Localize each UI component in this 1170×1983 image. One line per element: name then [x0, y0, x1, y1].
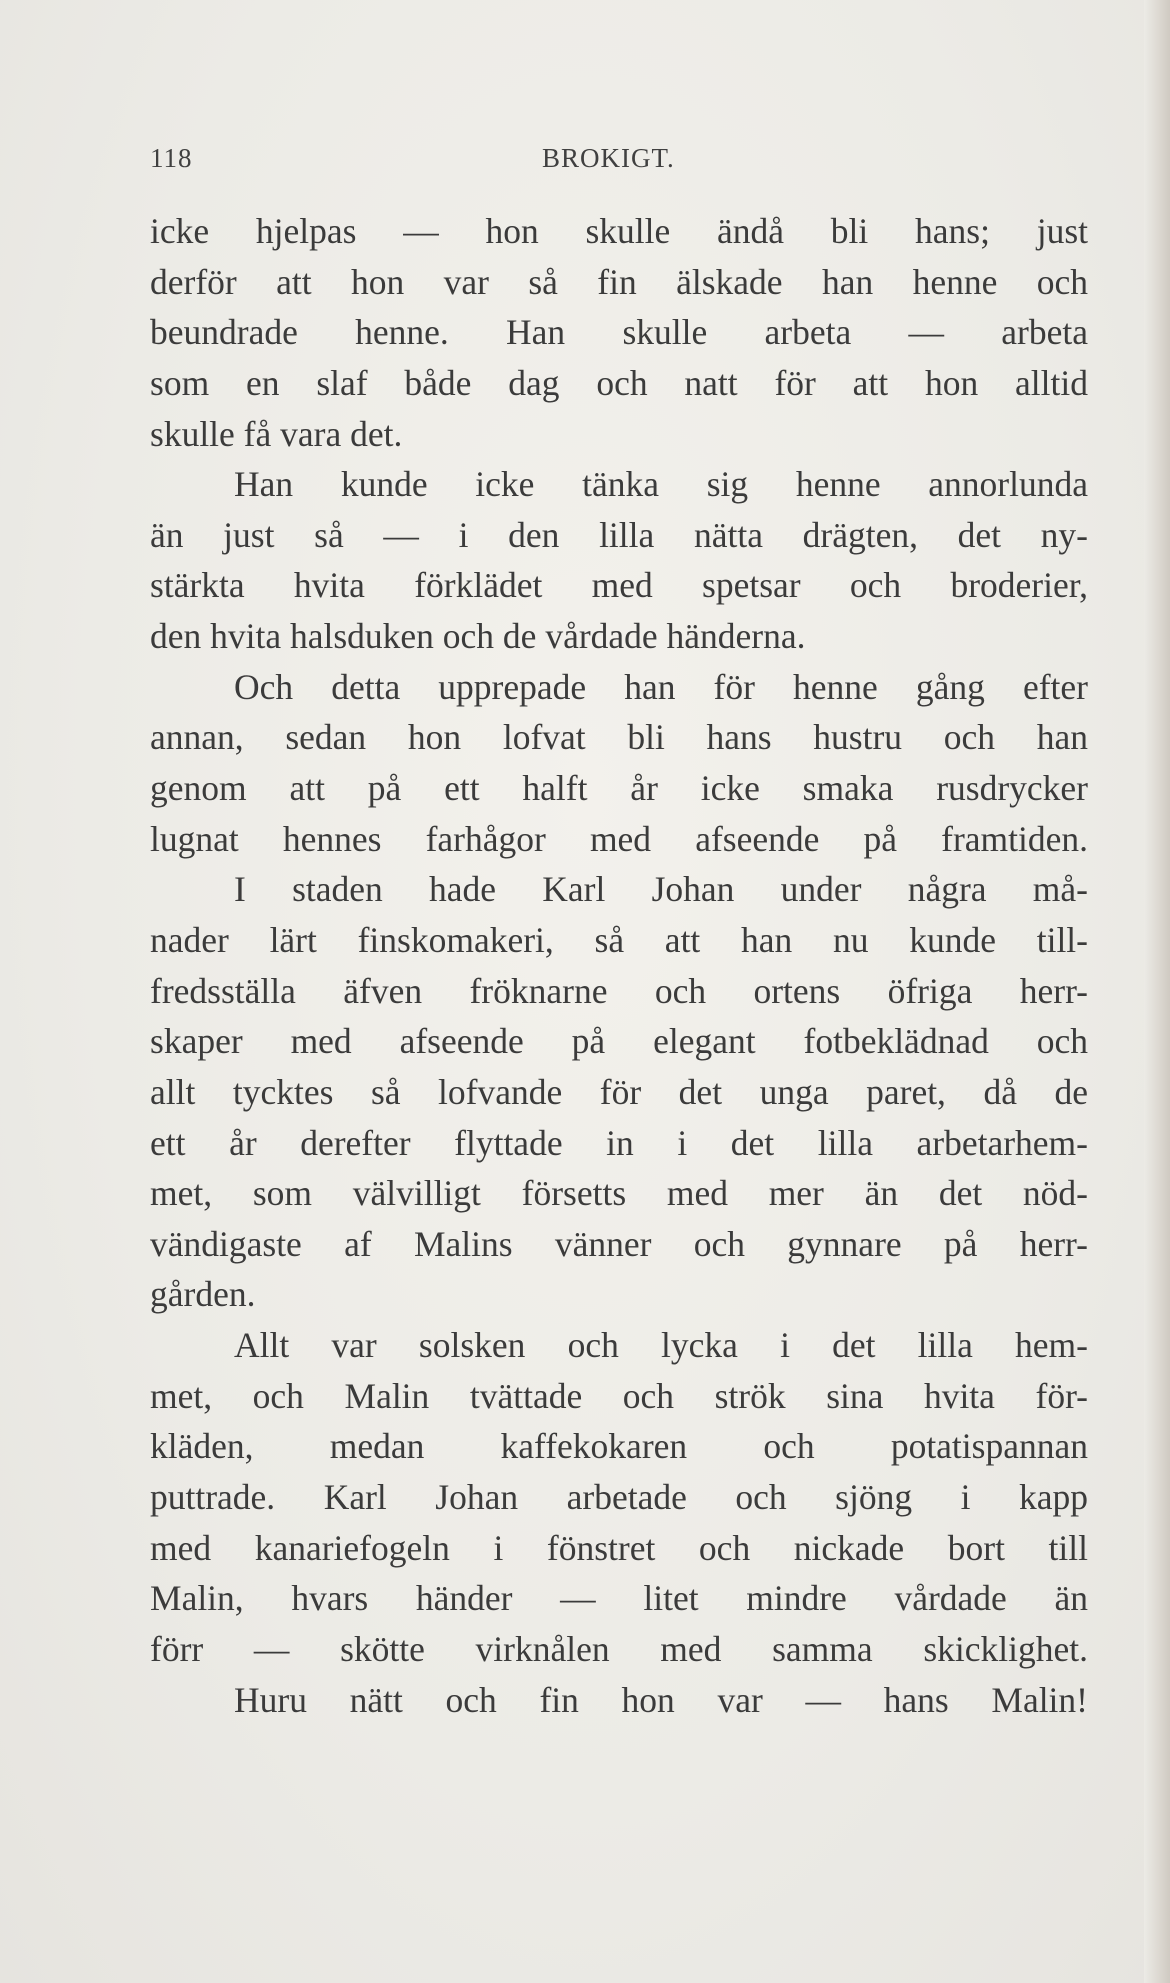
text-line: än just så — i den lilla nätta drägten, det ny- [150, 514, 1088, 555]
text-line: genom att på ett halft år icke smaka rusdrycker [150, 768, 1088, 809]
text-line: puttrade. Karl Johan arbetade och sjöng i kapp [150, 1477, 1088, 1518]
text-line: beundrade henne. Han skulle arbeta — arbeta [150, 312, 1088, 353]
text-line: Han kunde icke tänka sig henne annorlunda [234, 464, 1088, 505]
text-line: icke hjelpas — hon skulle ändå bli hans; just [150, 211, 1088, 251]
text-line: förr — skötte virknålen med samma skicklighet. [150, 1628, 1088, 1669]
text-line: Huru nätt och fin hon var — hans Malin! [234, 1679, 1088, 1720]
page-edge-shadow [1144, 0, 1170, 1983]
text-line: med kanariefogeln i fönstret och nickade bort till [150, 1527, 1088, 1568]
text-line: ett år derefter flyttade in i det lilla arbetarhem- [150, 1122, 1088, 1163]
text-line: I staden hade Karl Johan under några må- [234, 869, 1088, 910]
text-line: allt tycktes så lofvande för det unga paret, då de [150, 1071, 1088, 1112]
text-line: annan, sedan hon lofvat bli hans hustru och han [150, 717, 1088, 758]
text-line: lugnat hennes farhågor med afseende på framtiden. [150, 818, 1088, 859]
text-line: fredsställa äfven fröknarne och ortens öfriga herr- [150, 970, 1088, 1011]
text-line: met, som välvilligt försetts med mer än det nöd- [150, 1173, 1088, 1214]
text-line: Malin, hvars händer — litet mindre vårdade än [150, 1578, 1088, 1619]
text-line: met, och Malin tvättade och strök sina hvita för- [150, 1375, 1088, 1416]
text-line: stärkta hvita förklädet med spetsar och broderier, [150, 565, 1088, 606]
text-line: som en slaf både dag och natt för att hon alltid [150, 362, 1088, 403]
text-line: vändigaste af Malins vänner och gynnare på herr- [150, 1223, 1088, 1264]
text-line: Och detta upprepade han för henne gång efter [234, 666, 1088, 707]
running-title: BROKIGT. [542, 143, 675, 173]
text-line: derför att hon var så fin älskade han henne och [150, 261, 1088, 302]
text-line: gården. [150, 1274, 256, 1315]
page-header [150, 143, 1090, 179]
text-line: nader lärt finskomakeri, så att han nu kunde till- [150, 919, 1088, 960]
text-line: skulle få vara det. [150, 413, 403, 454]
page-number: 118 [150, 143, 193, 173]
text-line: kläden, medan kaffekokaren och potatispannan [150, 1426, 1088, 1467]
text-line: skaper med afseende på elegant fotbeklädnad och [150, 1021, 1088, 1062]
text-line: Allt var solsken och lycka i det lilla hem- [234, 1325, 1088, 1366]
body-text [150, 206, 1088, 1725]
text-line: den hvita halsduken och de vårdade händerna. [150, 616, 806, 657]
